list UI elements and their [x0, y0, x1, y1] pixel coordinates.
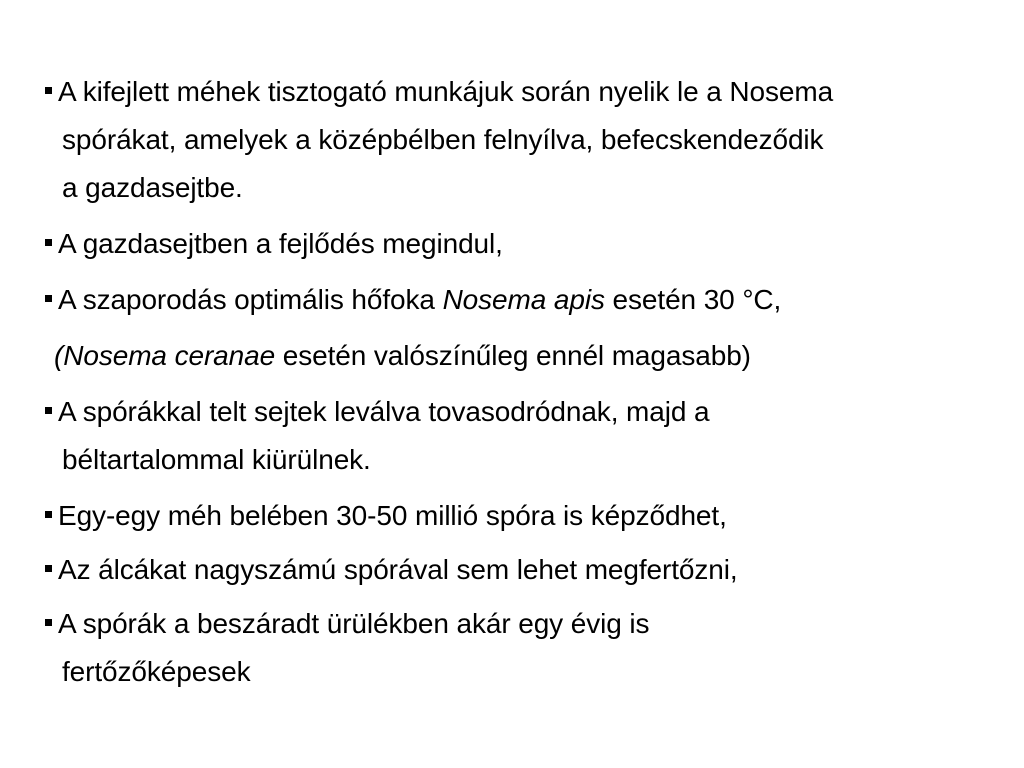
bullet-line-continued: spórákat, amelyek a középbélben felnyílva, befecskendeződik — [62, 124, 824, 155]
square-bullet-icon — [45, 619, 52, 626]
square-bullet-icon — [45, 511, 52, 518]
bullet-line-continued: a gazdasejtbe. — [62, 172, 243, 203]
bullet-line: A spórák a beszáradt ürülékben akár egy évig is — [45, 600, 1010, 648]
bullet-item-7 — [45, 600, 1010, 696]
bullet-item-3 — [45, 276, 1010, 324]
species-name: Nosema apis — [442, 284, 605, 315]
sub-note — [45, 332, 1010, 380]
bullet-line: Egy-egy méh belében 30-50 millió spóra is képződhet, — [45, 492, 1010, 540]
bullet-item-5 — [45, 492, 1010, 540]
square-bullet-icon — [45, 239, 52, 246]
square-bullet-icon — [45, 407, 52, 414]
bullet-line: A kifejlett méhek tisztogató munkájuk során nyelik le a Nosema — [45, 68, 1010, 116]
bullet-item-6 — [45, 546, 1010, 594]
bullet-line: Az álcákat nagyszámú spórával sem lehet megfertőzni, — [45, 546, 1010, 594]
species-name: Nosema ceranae — [63, 340, 276, 371]
bullet-item-4 — [45, 388, 1010, 484]
bullet-item-2 — [45, 220, 1010, 268]
sub-note-line: (Nosema ceranae esetén valószínűleg ennél magasabb) — [54, 340, 751, 371]
bullet-line-continued: béltartalommal kiürülnek. — [62, 444, 371, 475]
bullet-item-1 — [45, 68, 1010, 212]
bullet-line: A szaporodás optimális hőfoka Nosema apis esetén 30 °C, — [45, 276, 1010, 324]
square-bullet-icon — [45, 87, 52, 94]
square-bullet-icon — [45, 295, 52, 302]
bullet-line: A gazdasejtben a fejlődés megindul, — [45, 220, 1010, 268]
square-bullet-icon — [45, 565, 52, 572]
bullet-line: A spórákkal telt sejtek leválva tovasodródnak, majd a — [45, 388, 1010, 436]
bullet-line-continued: fertőzőképesek — [62, 656, 251, 687]
